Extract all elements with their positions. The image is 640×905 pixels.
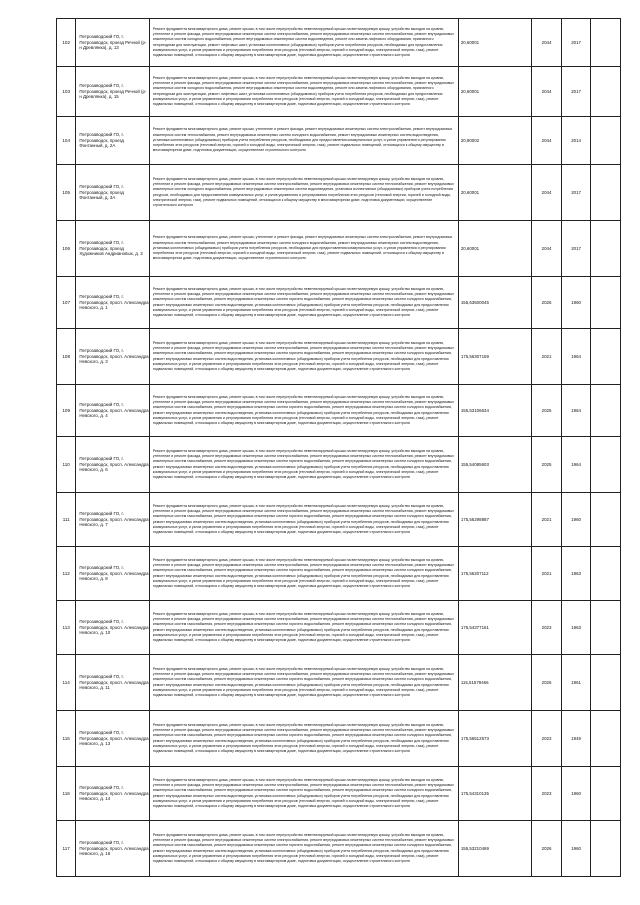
table-row [57, 601, 621, 655]
built-year-cell: 1963 [561, 547, 591, 601]
empty-cell [591, 437, 621, 493]
plan-year-cell: 2023 [532, 711, 562, 767]
row-number: 111 [57, 493, 76, 547]
works-text: Ремонт фундамента многоквартирного дома, ремонт крыши, в том числе переустройство невентилируемой крыши на вентилируемую крышу, устройство выходов на кровлю, утепление и ремонт фасада, ремонт внутридомовых инженерных систем электроснабжения, ремонт внутридомовых инженерных систем теплоснабжения, ремонт внутридомовых инженерных систем газоснабжения, ремонт внутридомовых инженерных систем горячего водоснабжения, ремонт внутридомовых инженерных систем холодного водоснабжения, ремонт внутридомовых инженерных систем водоотведения, установка коллективных (общедомовых) приборов учета потребления ресурсов, необходимых для предоставления коммунальных услуг, и узлов управления и регулирования потребления этих ресурсов (тепловой энергии, горячей и холодной воды, электрической энергии, газа), ремонт подвальных помещений, относящихся к общему имуществу в многоквартирном доме, подготовка документации, осуществление строительного контроля [152, 557, 454, 588]
address-cell: Петрозаводский ГО, г. Петрозаводск, проезд Речной (р-н Древлянка), д. 13 [76, 19, 149, 67]
works-cell [149, 277, 458, 329]
built-year-cell: 2017 [561, 221, 591, 277]
row-number: 103 [57, 67, 76, 117]
works-cell [149, 329, 458, 385]
works-text: Ремонт фундамента многоквартирного дома, ремонт крыши, в том числе переустройство невентилируемой крыши на вентилируемую крышу, устройство выходов на кровлю, утепление и ремонт фасада, ремонт внутридомовых инженерных систем электроснабжения, ремонт внутридомовых инженерных систем теплоснабжения, ремонт внутридомовых инженерных систем газоснабжения, ремонт внутридомовых инженерных систем горячего водоснабжения, ремонт внутридомовых инженерных систем холодного водоснабжения, ремонт внутридомовых инженерных систем водоотведения, установка коллективных (общедомовых) приборов учета потребления ресурсов, необходимых для предоставления коммунальных услуг, и узлов управления и регулирования потребления этих ресурсов (тепловой энергии, горячей и холодной воды, электрической энергии, газа), ремонт подвальных помещений, относящихся к общему имуществу в многоквартирном доме, подготовка документации, осуществление строительного контроля [152, 503, 454, 534]
plan-year-cell: 2025 [532, 437, 562, 493]
works-text: Ремонт фундамента многоквартирного дома, ремонт крыши, в том числе переустройство невентилируемой крыши на вентилируемую крышу, устройство выходов на кровлю, утепление и ремонт фасада, ремонт внутридомовых инженерных систем электроснабжения, ремонт внутридомовых инженерных систем теплоснабжения, ремонт внутридомовых инженерных систем газоснабжения, ремонт внутридомовых инженерных систем горячего водоснабжения, ремонт внутридомовых инженерных систем холодного водоснабжения, ремонт внутридомовых инженерных систем водоотведения, установка коллективных (общедомовых) приборов учета потребления ресурсов, необходимых для предоставления коммунальных услуг, и узлов управления и регулирования потребления этих ресурсов (тепловой энергии, горячей и холодной воды, электрической энергии, газа), ремонт подвальных помещений, относящихся к общему имуществу в многоквартирном доме, подготовка документации, осуществление строительного контроля [152, 340, 454, 371]
works-text: Ремонт фундамента многоквартирного дома, ремонт крыши, в том числе переустройство невентилируемой крыши на вентилируемую крышу, устройство выходов на кровлю, утепление и ремонт фасада, ремонт внутридомовых инженерных систем электроснабжения, ремонт внутридомовых инженерных систем теплоснабжения, ремонт внутридомовых инженерных систем газоснабжения, ремонт внутридомовых инженерных систем горячего водоснабжения, ремонт внутридомовых инженерных систем холодного водоснабжения, ремонт внутридомовых инженерных систем водоотведения, установка коллективных (общедомовых) приборов учета потребления ресурсов, необходимых для предоставления коммунальных услуг, и узлов управления и регулирования потребления этих ресурсов (тепловой энергии, горячей и холодной воды, электрической энергии, газа), ремонт подвальных помещений, относящихся к общему имуществу в многоквартирном доме, подготовка документации, осуществление строительного контроля [152, 394, 454, 425]
works-text: Ремонт фундамента многоквартирного дома, ремонт крыши, в том числе переустройство невентилируемой крыши на вентилируемую крышу, устройство выходов на кровлю, утепление и ремонт фасада, ремонт внутридомовых инженерных систем электроснабжения, ремонт внутридомовых инженерных систем теплоснабжения, ремонт внутридомовых инженерных систем газоснабжения, ремонт внутридомовых инженерных систем горячего водоснабжения, ремонт внутридомовых инженерных систем холодного водоснабжения, ремонт внутридомовых инженерных систем водоотведения, установка коллективных (общедомовых) приборов учета потребления ресурсов, необходимых для предоставления коммунальных услуг, и узлов управления и регулирования потребления этих ресурсов (тепловой энергии, горячей и холодной воды, электрической энергии, газа), ремонт подвальных помещений, относящихся к общему имуществу в многоквартирном доме, подготовка документации, осуществление строительного контроля [152, 722, 454, 753]
row-number: 114 [57, 655, 76, 711]
built-year-cell: 1960 [561, 821, 591, 877]
table-row [57, 767, 621, 821]
empty-cell [591, 821, 621, 877]
cost-cell: 20,90002 [458, 117, 531, 165]
cost-cell: 175,54310135 [458, 767, 531, 821]
table-row [57, 117, 621, 165]
works-text: Ремонт фундамента многоквартирного дома, ремонт крыши, в том числе переустройство невентилируемой крыши на вентилируемую крышу, устройство выходов на кровлю, утепление и ремонт фасада, ремонт внутридомовых инженерных систем электроснабжения, ремонт внутридомовых инженерных систем теплоснабжения, ремонт внутридомовых инженерных систем газоснабжения, ремонт внутридомовых инженерных систем горячего водоснабжения, ремонт внутридомовых инженерных систем холодного водоснабжения, ремонт внутридомовых инженерных систем водоотведения, установка коллективных (общедомовых) приборов учета потребления ресурсов, необходимых для предоставления коммунальных услуг, и узлов управления и регулирования потребления этих ресурсов (тепловой энергии, горячей и холодной воды, электрической энергии, газа), ремонт подвальных помещений, относящихся к общему имуществу в многоквартирном доме, подготовка документации, осуществление строительного контроля [152, 611, 454, 642]
row-number: 108 [57, 329, 76, 385]
address-cell: Петрозаводский ГО, г. Петрозаводск, просп. Александра Невского, д. 1 [76, 277, 149, 329]
empty-cell [591, 767, 621, 821]
works-text: Ремонт фундамента многоквартирного дома, ремонт крыши, в том числе переустройство невентилируемой крыши на вентилируемую крышу, устройство выходов на кровлю, утепление и ремонт фасада, ремонт внутридомовых инженерных систем электроснабжения, ремонт внутридомовых инженерных систем теплоснабжения, ремонт внутридомовых инженерных систем холодного водоснабжения, ремонт внутридомовых инженерных систем водоотведения, ремонт или замена лифтового оборудования, признанного непригодным для эксплуатации, ремонт лифтовых шахт, установка коллективных (общедомовых) приборов учета потребления ресурсов, необходимых для предоставления коммунальных услуг, и узлов управления и регулирования потребления этих ресурсов (тепловой энергии, горячей и холодной воды, электрической энергии, газа), ремонт подвальных помещений, относящихся к общему имуществу в многоквартирном доме, подготовка документации, осуществление строительного контроля [152, 75, 454, 106]
plan-year-cell: 2044 [532, 117, 562, 165]
empty-cell [591, 277, 621, 329]
table-row [57, 165, 621, 221]
built-year-cell: 1961 [561, 655, 591, 711]
row-number: 117 [57, 821, 76, 877]
built-year-cell: 1964 [561, 437, 591, 493]
empty-cell [591, 165, 621, 221]
plan-year-cell: 2044 [532, 67, 562, 117]
built-year-cell: 1960 [561, 277, 591, 329]
cost-cell: 175,56307159 [458, 329, 531, 385]
built-year-cell: 2017 [561, 67, 591, 117]
row-number: 109 [57, 385, 76, 437]
row-number: 106 [57, 221, 76, 277]
works-cell [149, 385, 458, 437]
address-cell: Петрозаводский ГО, г. Петрозаводск, просп. Александра Невского, д. 10 [76, 601, 149, 655]
built-year-cell: 1960 [561, 767, 591, 821]
table-row [57, 221, 621, 277]
table-body [57, 19, 621, 877]
cost-cell: 175,56207112 [458, 547, 531, 601]
row-number: 105 [57, 165, 76, 221]
row-number: 112 [57, 547, 76, 601]
empty-cell [591, 711, 621, 767]
table-row [57, 547, 621, 601]
table-row [57, 19, 621, 67]
works-text: Ремонт фундамента многоквартирного дома, ремонт крыши, в том числе переустройство невентилируемой крыши на вентилируемую крышу, устройство выходов на кровлю, утепление и ремонт фасада, ремонт внутридомовых инженерных систем электроснабжения, ремонт внутридомовых инженерных систем теплоснабжения, ремонт внутридомовых инженерных систем газоснабжения, ремонт внутридомовых инженерных систем горячего водоснабжения, ремонт внутридомовых инженерных систем холодного водоснабжения, ремонт внутридомовых инженерных систем водоотведения, установка коллективных (общедомовых) приборов учета потребления ресурсов, необходимых для предоставления коммунальных услуг, и узлов управления и регулирования потребления этих ресурсов (тепловой энергии, горячей и холодной воды, электрической энергии, газа), ремонт подвальных помещений, относящихся к общему имуществу в многоквартирном доме, подготовка документации, осуществление строительного контроля [152, 777, 454, 808]
table-row [57, 493, 621, 547]
address-cell: Петрозаводский ГО, г. Петрозаводск, просп. Александра Невского, д. 4 [76, 385, 149, 437]
address-cell: Петрозаводский ГО, г. Петрозаводск, проезд Фонтанный, д. 3А [76, 165, 149, 221]
table-row [57, 67, 621, 117]
address-cell: Петрозаводский ГО, г. Петрозаводск, просп. Александра Невского, д. 11 [76, 655, 149, 711]
works-cell [149, 601, 458, 655]
works-text: Ремонт фундамента многоквартирного дома, ремонт крыши, в том числе переустройство невентилируемой крыши на вентилируемую крышу, устройство выходов на кровлю, утепление и ремонт фасада, ремонт внутридомовых инженерных систем электроснабжения, ремонт внутридомовых инженерных систем теплоснабжения, ремонт внутридомовых инженерных систем газоснабжения, ремонт внутридомовых инженерных систем горячего водоснабжения, ремонт внутридомовых инженерных систем холодного водоснабжения, ремонт внутридомовых инженерных систем водоотведения, установка коллективных (общедомовых) приборов учета потребления ресурсов, необходимых для предоставления коммунальных услуг, и узлов управления и регулирования потребления этих ресурсов (тепловой энергии, горячей и холодной воды, электрической энергии, газа), ремонт подвальных помещений, относящихся к общему имуществу в многоквартирном доме, подготовка документации, осуществление строительного контроля [152, 832, 454, 863]
works-cell [149, 655, 458, 711]
cost-cell: 175,54377161 [458, 601, 531, 655]
address-cell: Петрозаводский ГО, г. Петрозаводск, просп. Александра Невского, д. 13 [76, 711, 149, 767]
plan-year-cell: 2044 [532, 165, 562, 221]
built-year-cell: 2017 [561, 165, 591, 221]
row-number: 107 [57, 277, 76, 329]
works-cell [149, 221, 458, 277]
plan-year-cell: 2023 [532, 767, 562, 821]
works-text: Ремонт фундамента многоквартирного дома, ремонт крыши, утепление и ремонт фасада, ремонт внутридомовых инженерных систем электроснабжения, ремонт внутридомовых инженерных систем теплоснабжения, ремонт внутридомовых инженерных систем холодного водоснабжения, ремонт внутридомовых инженерных систем водоотведения, установка коллективных (общедомовых) приборов учета потребления ресурсов, необходимых для предоставления коммунальных услуг, и узлов управления и регулирования потребления этих ресурсов (тепловой энергии, горячей и холодной воды, электрической энергии, газа), ремонт подвальных помещений, относящихся к общему имуществу в многоквартирном доме, подготовка документации, осуществление строительного контроля [152, 235, 453, 261]
table-row [57, 277, 621, 329]
works-text: Ремонт фундамента многоквартирного дома, ремонт крыши, в том числе переустройство невентилируемой крыши на вентилируемую крышу, устройство выходов на кровлю, утепление и ремонт фасада, ремонт внутридомовых инженерных систем электроснабжения, ремонт внутридомовых инженерных систем теплоснабжения, ремонт внутридомовых инженерных систем газоснабжения, ремонт внутридомовых инженерных систем горячего водоснабжения, ремонт внутридомовых инженерных систем холодного водоснабжения, ремонт внутридомовых инженерных систем водоотведения, установка коллективных (общедомовых) приборов учета потребления ресурсов, необходимых для предоставления коммунальных услуг, и узлов управления и регулирования потребления этих ресурсов (тепловой энергии, горячей и холодной воды, электрической энергии, газа), ремонт подвальных помещений, относящихся к общему имуществу в многоквартирном доме, подготовка документации, осуществление строительного контроля [152, 448, 454, 479]
table-row [57, 655, 621, 711]
empty-cell [591, 221, 621, 277]
works-cell [149, 821, 458, 877]
empty-cell [591, 385, 621, 437]
works-text: Ремонт фундамента многоквартирного дома, ремонт крыши, в том числе переустройство невентилируемой крыши на вентилируемую крышу, устройство выходов на кровлю, утепление и ремонт фасада, ремонт внутридомовых инженерных систем электроснабжения, ремонт внутридомовых инженерных систем теплоснабжения, ремонт внутридомовых инженерных систем холодного водоснабжения, ремонт внутридомовых инженерных систем водоотведения, ремонт или замена лифтового оборудования, признанного непригодным для эксплуатации, ремонт лифтовых шахт, установка коллективных (общедомовых) приборов учета потребления ресурсов, необходимых для предоставления коммунальных услуг, и узлов управления и регулирования потребления этих ресурсов (тепловой энергии, горячей и холодной воды, электрической энергии, газа), ремонт подвальных помещений, относящихся к общему имуществу в многоквартирном доме, подготовка документации, осуществление строительного контроля [152, 26, 454, 57]
address-cell: Петрозаводский ГО, г. Петрозаводск, просп. Александра Невского, д. 3 [76, 329, 149, 385]
address-cell: Петрозаводский ГО, г. Петрозаводск, просп. Александра Невского, д. 6 [76, 437, 149, 493]
row-number: 102 [57, 19, 76, 67]
built-year-cell: 1964 [561, 329, 591, 385]
address-cell: Петрозаводский ГО, г. Петрозаводск, проезд Фонтанный, д. 2А [76, 117, 149, 165]
works-cell [149, 711, 458, 767]
plan-year-cell: 2026 [532, 821, 562, 877]
works-text: Ремонт фундамента многоквартирного дома, ремонт крыши, в том числе переустройство невентилируемой крыши на вентилируемую крышу, устройство выходов на кровлю, утепление и ремонт фасада, ремонт внутридомовых инженерных систем электроснабжения, ремонт внутридомовых инженерных систем теплоснабжения, ремонт внутридомовых инженерных систем газоснабжения, ремонт внутридомовых инженерных систем горячего водоснабжения, ремонт внутридомовых инженерных систем холодного водоснабжения, ремонт внутридомовых инженерных систем водоотведения, установка коллективных (общедомовых) приборов учета потребления ресурсов, необходимых для предоставления коммунальных услуг, и узлов управления и регулирования потребления этих ресурсов (тепловой энергии, горячей и холодной воды, электрической энергии, газа), ремонт подвальных помещений, относящихся к общему имуществу в многоквартирном доме, подготовка документации, осуществление строительного контроля [152, 666, 454, 697]
empty-cell [591, 329, 621, 385]
table-row [57, 385, 621, 437]
cost-cell: 155,63500045 [458, 277, 531, 329]
empty-cell [591, 67, 621, 117]
row-number: 115 [57, 711, 76, 767]
plan-year-cell: 2026 [532, 655, 562, 711]
built-year-cell: 1964 [561, 385, 591, 437]
plan-year-cell: 2025 [532, 385, 562, 437]
plan-year-cell: 2021 [532, 547, 562, 601]
cost-cell: 115,51579466 [458, 655, 531, 711]
address-cell: Петрозаводский ГО, г. Петрозаводск, просп. Александра Невского, д. 14 [76, 767, 149, 821]
built-year-cell: 1963 [561, 601, 591, 655]
works-cell [149, 767, 458, 821]
empty-cell [591, 19, 621, 67]
row-number: 110 [57, 437, 76, 493]
empty-cell [591, 601, 621, 655]
empty-cell [591, 547, 621, 601]
capital-repair-table [56, 18, 621, 877]
works-cell [149, 493, 458, 547]
works-cell [149, 437, 458, 493]
address-cell: Петрозаводский ГО, г. Петрозаводск, просп. Александра Невского, д. 8 [76, 547, 149, 601]
plan-year-cell: 2023 [532, 601, 562, 655]
plan-year-cell: 2044 [532, 19, 562, 67]
works-cell [149, 165, 458, 221]
table-row [57, 821, 621, 877]
cost-cell: 175,56298887 [458, 493, 531, 547]
cost-cell: 20,60001 [458, 221, 531, 277]
cost-cell: 20,60001 [458, 165, 531, 221]
built-year-cell: 1960 [561, 493, 591, 547]
plan-year-cell: 2044 [532, 221, 562, 277]
cost-cell: 20,60001 [458, 19, 531, 67]
table-row [57, 437, 621, 493]
works-text: Ремонт фундамента многоквартирного дома, ремонт крыши, утепление и ремонт фасада, ремонт внутридомовых инженерных систем электроснабжения, ремонт внутридомовых инженерных систем теплоснабжения, ремонт внутридомовых инженерных систем холодного водоснабжения, ремонт внутридомовых инженерных систем водоотведения, установка коллективных (общедомовых) приборов учета потребления ресурсов, необходимых для предоставления коммунальных услуг, и узлов управления и регулирования потребления этих ресурсов (тепловой энергии, горячей и холодной воды, электрической энергии, газа), ремонт подвальных помещений, относящихся к общему имуществу в многоквартирном доме, подготовка документации, осуществление строительного контроля [152, 127, 453, 153]
row-number: 104 [57, 117, 76, 165]
cost-cell: 175,56512573 [458, 711, 531, 767]
plan-year-cell: 2021 [532, 329, 562, 385]
cost-cell: 155,53106634 [458, 385, 531, 437]
row-number: 113 [57, 601, 76, 655]
empty-cell [591, 655, 621, 711]
row-number: 116 [57, 767, 76, 821]
cost-cell: 155,54085603 [458, 437, 531, 493]
built-year-cell: 2014 [561, 117, 591, 165]
works-text: Ремонт фундамента многоквартирного дома, ремонт крыши, в том числе переустройство невентилируемой крыши на вентилируемую крышу, устройство выходов на кровлю, утепление и ремонт фасада, ремонт внутридомовых инженерных систем электроснабжения, ремонт внутридомовых инженерных систем теплоснабжения, ремонт внутридомовых инженерных систем газоснабжения, ремонт внутридомовых инженерных систем горячего водоснабжения, ремонт внутридомовых инженерных систем холодного водоснабжения, ремонт внутридомовых инженерных систем водоотведения, установка коллективных (общедомовых) приборов учета потребления ресурсов, необходимых для предоставления коммунальных услуг, и узлов управления и регулирования потребления этих ресурсов (тепловой энергии, горячей и холодной воды, электрической энергии, газа), ремонт подвальных помещений, относящихся к общему имуществу в многоквартирном доме, подготовка документации, осуществление строительного контроля [152, 286, 454, 317]
table-row [57, 329, 621, 385]
works-text: Ремонт фундамента многоквартирного дома, ремонт крыши, в том числе переустройство невентилируемой крыши на вентилируемую крышу, устройство выходов на кровлю, утепление и ремонт фасада, ремонт внутридомовых инженерных систем электроснабжения, ремонт внутридомовых инженерных систем теплоснабжения, ремонт внутридомовых инженерных систем холодного водоснабжения, ремонт внутридомовых инженерных систем водоотведения, установка коллективных (общедомовых) приборов учета потребления ресурсов, необходимых для предоставления коммунальных услуг, и узлов управления и регулирования потребления этих ресурсов (тепловой энергии, горячей и холодной воды, электрической энергии, газа), ремонт подвальных помещений, относящихся к общему имуществу в многоквартирном доме, подготовка документации, осуществление строительного контроля [152, 176, 454, 207]
built-year-cell: 2017 [561, 19, 591, 67]
cost-cell: 155,53210469 [458, 821, 531, 877]
table-row [57, 711, 621, 767]
works-cell [149, 67, 458, 117]
built-year-cell: 1949 [561, 711, 591, 767]
works-cell [149, 19, 458, 67]
empty-cell [591, 493, 621, 547]
works-cell [149, 117, 458, 165]
empty-cell [591, 117, 621, 165]
cost-cell: 20,60001 [458, 67, 531, 117]
works-cell [149, 547, 458, 601]
address-cell: Петрозаводский ГО, г. Петрозаводск, проезд Речной (р-н Древлянка), д. 15 [76, 67, 149, 117]
address-cell: Петрозаводский ГО, г. Петрозаводск, просп. Александра Невского, д. 7 [76, 493, 149, 547]
address-cell: Петрозаводский ГО, г. Петрозаводск, просп. Александра Невского, д. 16 [76, 821, 149, 877]
plan-year-cell: 2026 [532, 277, 562, 329]
plan-year-cell: 2021 [532, 493, 562, 547]
address-cell: Петрозаводский ГО, г. Петрозаводск, проезд Художников Андриановых, д. 3 [76, 221, 149, 277]
